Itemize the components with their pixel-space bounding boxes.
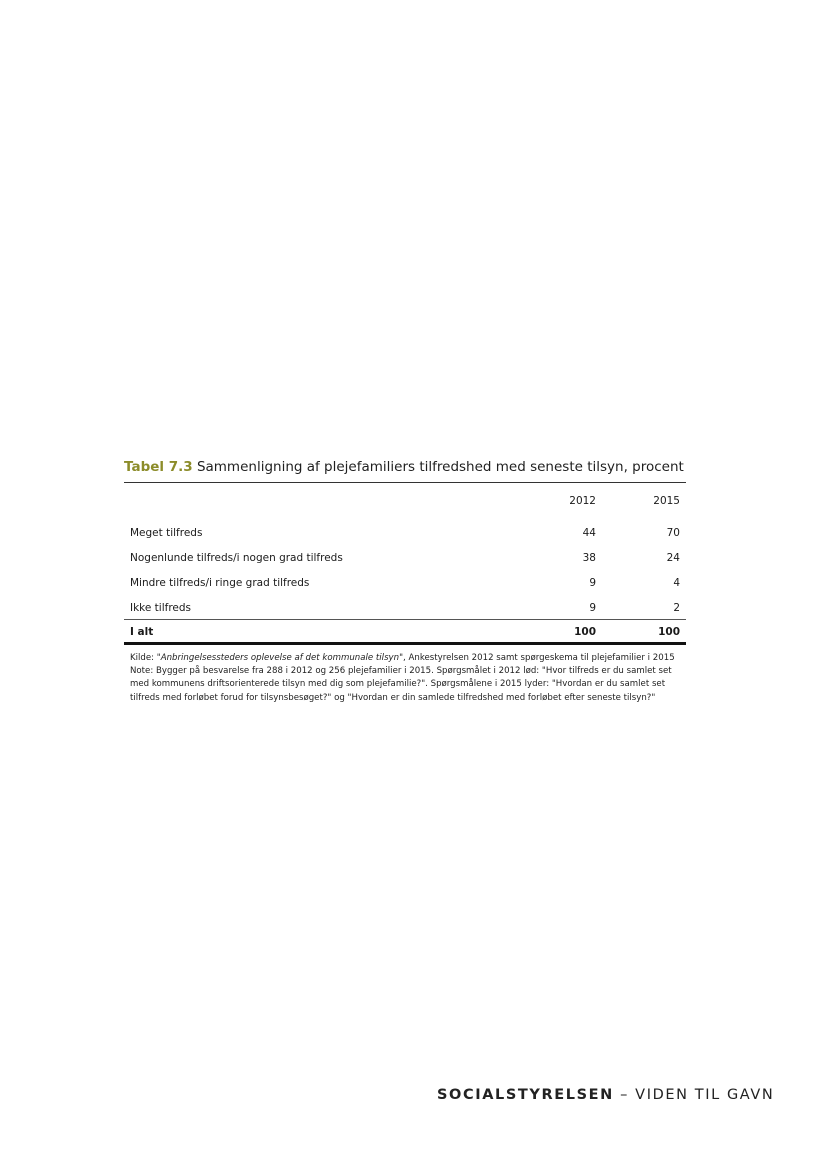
table-title-text: Sammenligning af plejefamiliers tilfredshed med seneste tilsyn, procent <box>196 459 684 475</box>
footer-tagline: – VIDEN TIL GAVN <box>613 1087 775 1103</box>
source-rest: , Ankestyrelsen 2012 samt spørgeskema til plejefamilier i 2015 <box>403 653 675 663</box>
table-header-row <box>124 483 686 521</box>
source-title: "Anbringelsessteders oplevelse af det kommunale tilsyn" <box>156 653 404 663</box>
column-header-2012: 2012 <box>569 495 596 507</box>
note-line: tilfreds med forløbet forud for tilsynsbesøget?" og "Hvordan er din samlede tilfredshed med forløbet efter seneste tilsyn?" <box>130 692 656 703</box>
source-line <box>130 652 686 665</box>
table-row <box>124 596 686 620</box>
cell-2012: 9 <box>589 602 596 614</box>
total-2012: 100 <box>574 626 596 638</box>
cell-2012: 44 <box>582 527 596 539</box>
source-prefix: Kilde: <box>130 653 157 663</box>
total-2015: 100 <box>658 626 680 638</box>
note-line: Note: Bygger på besvarelse fra 288 i 2012 og 256 plejefamilier i 2015. Spørgsmålet i 2012 lød: "Hvor tilfreds er du samlet set <box>130 666 672 677</box>
row-label: Mindre tilfreds/i ringe grad tilfreds <box>130 577 310 589</box>
table-title <box>124 456 686 478</box>
cell-2015: 4 <box>673 577 680 589</box>
cell-2015: 70 <box>666 527 680 539</box>
table-row <box>124 521 686 546</box>
table-total-row <box>124 620 686 645</box>
column-header-2015: 2015 <box>653 495 680 507</box>
table-notes <box>124 652 686 705</box>
table-block <box>124 456 686 705</box>
table-row <box>124 546 686 571</box>
row-label: Meget tilfreds <box>130 527 203 539</box>
cell-2015: 2 <box>673 602 680 614</box>
cell-2012: 38 <box>582 552 596 564</box>
footer-brand: SOCIALSTYRELSEN <box>437 1087 614 1103</box>
table-number: Tabel 7.3 <box>124 459 193 475</box>
row-label: Nogenlunde tilfreds/i nogen grad tilfreds <box>130 552 343 564</box>
note-line: med kommunens driftsorienterede tilsyn med dig som plejefamilie?". Spørgsmålene i 2015 lyder: "Hvordan er du samlet set <box>130 679 666 690</box>
page-footer <box>437 1087 775 1103</box>
cell-2015: 24 <box>666 552 680 564</box>
cell-2012: 9 <box>589 577 596 589</box>
table-row <box>124 571 686 596</box>
row-label: Ikke tilfreds <box>130 602 192 614</box>
total-label: I alt <box>130 626 154 638</box>
